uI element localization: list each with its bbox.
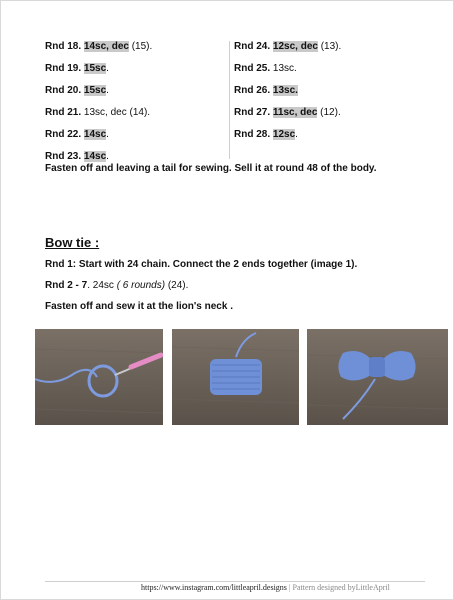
round-label: Rnd 23. [45, 151, 82, 162]
round-highlight: 15sc [83, 63, 107, 74]
round-row [45, 107, 230, 129]
round-label: Rnd 24. [234, 41, 271, 52]
footer-credit: Pattern designed byLittleApril [292, 583, 390, 592]
photo-rectangle [172, 329, 299, 425]
round-highlight: 13sc. [272, 85, 298, 96]
round-rest: 13sc. [272, 63, 297, 74]
round-row [45, 63, 230, 85]
round-row [234, 85, 419, 107]
bow-rnd-2-7-italic: ( 6 rounds) [116, 280, 166, 291]
bow-rnd-1-text: Start with 24 chain. Connect the 2 ends together (image 1). [76, 259, 358, 270]
round-rest: (12). [317, 107, 341, 118]
bow-image [307, 329, 448, 425]
round-label: Rnd 18. [45, 41, 82, 52]
round-highlight: 11sc, dec [272, 107, 318, 118]
chain-ring-image [35, 329, 163, 425]
rounds-right-column [234, 41, 419, 151]
round-rest: (13). [317, 41, 342, 52]
photo-chain-ring [35, 329, 163, 425]
round-rest: . [106, 129, 109, 140]
bow-tie-title: Bow tie : [45, 235, 100, 250]
round-label: Rnd 26. [234, 85, 271, 96]
bow-rnd-2-7-label: Rnd 2 - 7 [45, 280, 88, 291]
round-row [234, 107, 419, 129]
rectangle-image [172, 329, 299, 425]
rounds-left-column [45, 41, 230, 173]
round-rest: (15). [128, 41, 153, 52]
footer-divider [45, 581, 425, 582]
round-label: Rnd 28. [234, 129, 271, 140]
round-row [45, 129, 230, 151]
round-label: Rnd 21. [45, 107, 82, 118]
round-highlight: 12sc, dec [272, 41, 318, 52]
round-highlight: 12sc [272, 129, 296, 140]
bow-rnd-2-7-pre: . 24sc [87, 280, 117, 291]
round-label: Rnd 19. [45, 63, 82, 74]
round-row [234, 41, 419, 63]
round-label: Rnd 20. [45, 85, 82, 96]
footer-separator: | [286, 583, 293, 592]
round-row [234, 129, 419, 151]
bow-rnd-2-7-post: (24). [165, 280, 189, 291]
round-highlight: 14sc, dec [83, 41, 129, 52]
round-rest: . [106, 151, 109, 162]
footer [141, 583, 390, 592]
footer-url[interactable]: https://www.instagram.com/littleapril.designs [141, 583, 287, 592]
round-rest: . [106, 85, 109, 96]
round-label: Rnd 25. [234, 63, 271, 74]
bow-rnd-1-label: Rnd 1: [45, 259, 77, 270]
round-highlight: 14sc [83, 129, 107, 140]
round-highlight: 14sc [83, 151, 107, 162]
bow-final: Fasten off and sew it at the lion's neck . [45, 301, 233, 312]
column-divider [229, 41, 230, 159]
round-rest: . [106, 63, 109, 74]
round-rest: 13sc, dec (14). [83, 107, 151, 118]
round-row [45, 41, 230, 63]
round-label: Rnd 22. [45, 129, 82, 140]
bow-rnd-1 [45, 259, 357, 271]
round-highlight: 15sc [83, 85, 107, 96]
photo-bow [307, 329, 448, 425]
round-row [45, 85, 230, 107]
bow-rnd-2-7 [45, 280, 188, 292]
round-rest: . [295, 129, 298, 140]
round-label: Rnd 27. [234, 107, 271, 118]
fasten-note: Fasten off and leaving a tail for sewing. Sell it at round 48 of the body. [45, 163, 377, 174]
round-row [234, 63, 419, 85]
